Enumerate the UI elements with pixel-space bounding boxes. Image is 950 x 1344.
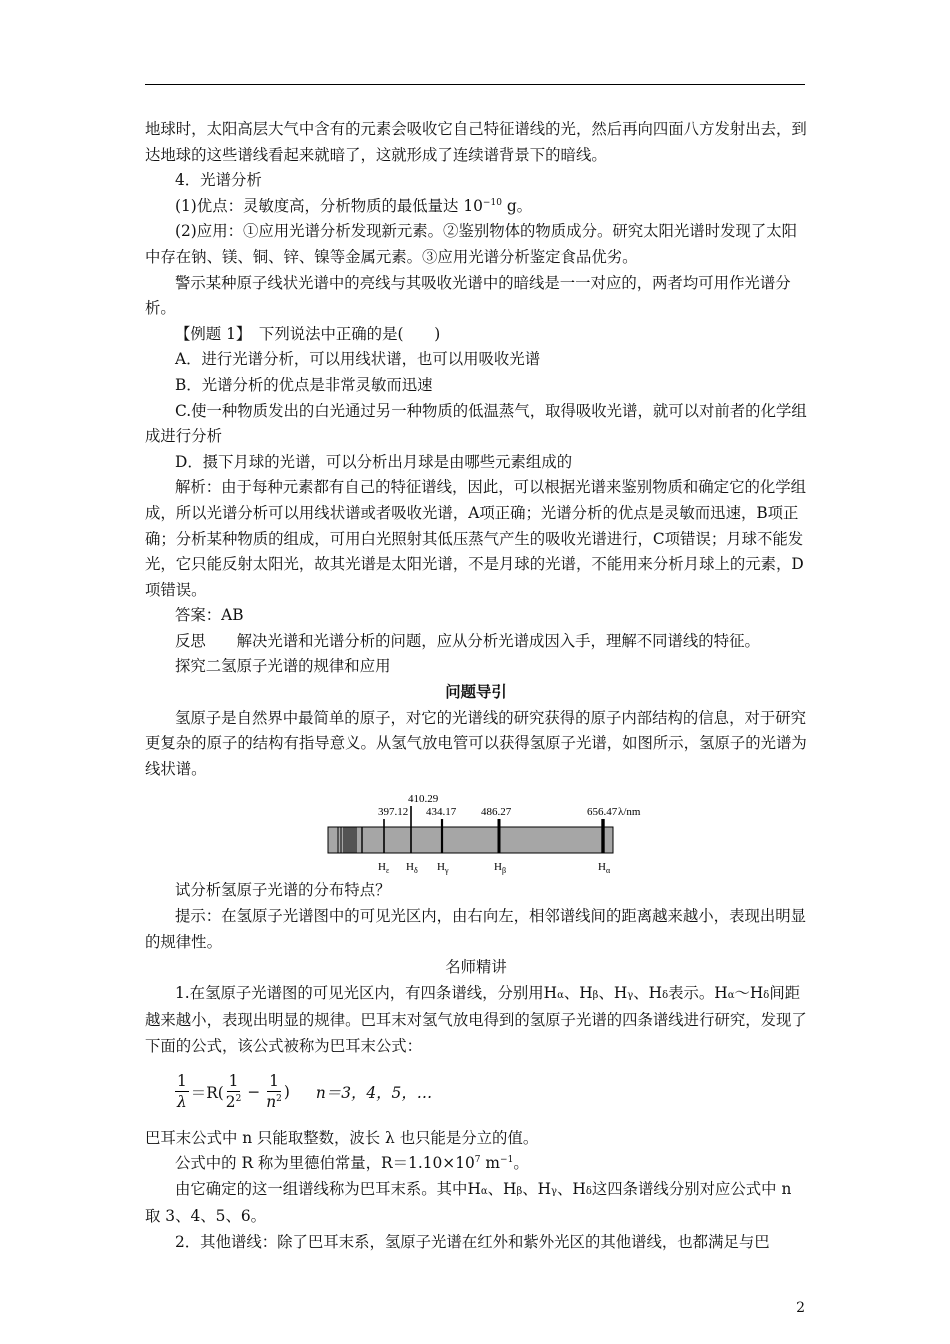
answer-text: 答案：AB bbox=[175, 606, 244, 625]
wavelength-label: 410.29 bbox=[408, 793, 439, 806]
line-label: $H_\gamma$ bbox=[437, 861, 449, 876]
lecture-paragraph-2: 巴耳末公式中 n 只能取整数，波长 λ 也只能是分立的值。 bbox=[145, 1128, 539, 1147]
warning-text: 警示某种原子线状光谱中的亮线与其吸收光谱中的暗线是一一对应的，两者均可用作光谱分析。 bbox=[145, 273, 791, 318]
question-text: 试分析氢原子光谱的分布特点？ bbox=[175, 881, 391, 900]
lecture-paragraph-5: 2．其他谱线：除了巴耳末系，氢原子光谱在红外和紫外光区的其他谱线，也都满足与巴 bbox=[175, 1232, 770, 1251]
page-number: 2 bbox=[796, 1300, 805, 1316]
balmer-formula: $\frac{1}{\lambda}$ ＝R( $\frac{1}{2^2}$ − $\frac{1}{n^2}$ ) n＝3，4，5，… bbox=[177, 1072, 433, 1112]
option-d: D．摄下月球的光谱，可以分析出月球是由哪些元素组成的 bbox=[175, 452, 573, 471]
lecture-heading: 名师精讲 bbox=[445, 958, 507, 977]
header-rule bbox=[145, 84, 805, 85]
line-label: $H_\varepsilon$ bbox=[378, 861, 390, 876]
wavelength-label: 486.27 bbox=[481, 806, 512, 819]
reflection-text: 反思 解决光谱和光谱分析的问题，应从分析光谱成因入手，理解不同谱线的特征。 bbox=[175, 631, 760, 650]
spectrum-band bbox=[328, 827, 613, 853]
lecture-paragraph-3: 公式中的 R 称为里德伯常量，$R=1.10\times 10^7$ $m^{-1}$。 bbox=[175, 1154, 529, 1173]
guide-heading: 问题导引 bbox=[445, 683, 507, 702]
axis-unit: λ/nm bbox=[618, 806, 641, 819]
hydrogen-spectrum-figure bbox=[328, 786, 641, 878]
section-title: 4．光谱分析 bbox=[175, 171, 262, 190]
hint-text: 提示：在氢原子光谱图中的可见光区内，由右向左，相邻谱线间的距离越来越小，表现出明显的规律性。 bbox=[145, 907, 807, 951]
wavelength-label: 434.17 bbox=[426, 806, 457, 819]
advantage-item: (1)优点：灵敏度高，分析物质的最低量达 $10^{-10}$ g。 bbox=[175, 196, 533, 215]
paragraph-continued: 地球时，太阳高层大气中含有的元素会吸收它自己特征谱线的光，然后再向四面八方发射出去，到达地球的这些谱线看起来就暗了，这就形成了连续谱背景下的暗线。 bbox=[145, 120, 807, 164]
option-a: A．进行光谱分析，可以用线状谱，也可以用吸收光谱 bbox=[175, 350, 541, 369]
option-c: C.使一种物质发出的白光通过另一种物质的低温蒸气，取得吸收光谱，就可以对前者的化学组成进行分析 bbox=[145, 401, 807, 446]
option-b: B．光谱分析的优点是非常灵敏而迅速 bbox=[175, 375, 433, 394]
line-label: $H_\alpha$ bbox=[598, 861, 611, 876]
lecture-paragraph-4: 由它确定的这一组谱线称为巴耳末系。其中Hα、Hβ、Hγ、Hδ这四条谱线分别对应公式中 n 取 3、4、5、6。 bbox=[145, 1179, 792, 1226]
wavelength-label: 397.12 bbox=[378, 806, 409, 819]
wavelength-label: 656.47 bbox=[587, 806, 618, 819]
line-label: $H_\delta$ bbox=[406, 861, 418, 876]
application-item: (2)应用：①应用光谱分析发现新元素。②鉴别物体的物质成分。研究太阳光谱时发现了太阳中存在钠、镁、铜、锌、镍等金属元素。③应用光谱分析鉴定食品优劣。 bbox=[145, 222, 798, 266]
intro-text: 氢原子是自然界中最简单的原子，对它的光谱线的研究获得的原子内部结构的信息，对于研究更复杂的原子的结构有指导意义。从氢气放电管可以获得氢原子光谱，如图所示，氢原子的光谱为线状谱。 bbox=[145, 708, 807, 778]
page-content bbox=[145, 117, 807, 1256]
line-label: $H_\beta$ bbox=[494, 861, 507, 876]
analysis-text: 解析：由于每种元素都有自己的特征谱线，因此，可以根据光谱来鉴别物质和确定它的化学组成，所以光谱分析可以用线状谱或者吸收光谱，A项正确；光谱分析的优点是灵敏而迅速，B项正确；分析某种物质的组成，可用白光照射其低压蒸气产生的吸收光谱进行，C项错误；月球不能发光，它只能反射太阳光，故其光谱是太阳光谱，不是月球的光谱，不能用来分析月球上的元素，D项错误。 bbox=[145, 478, 807, 599]
example-title: 【例题 1】 下列说法中正确的是( ) bbox=[175, 324, 441, 343]
explore-title: 探究二氢原子光谱的规律和应用 bbox=[175, 657, 391, 676]
lecture-paragraph-1: 1.在氢原子光谱图的可见光区内，有四条谱线，分别用Hα、Hβ、Hγ、Hδ表示。Hα～Hδ间距越来越小，表现出明显的规律。巴耳末对氢气放电得到的氢原子光谱的四条谱线进行研究，发现了下面的公式，该公式被称为巴耳末公式： bbox=[145, 983, 807, 1055]
